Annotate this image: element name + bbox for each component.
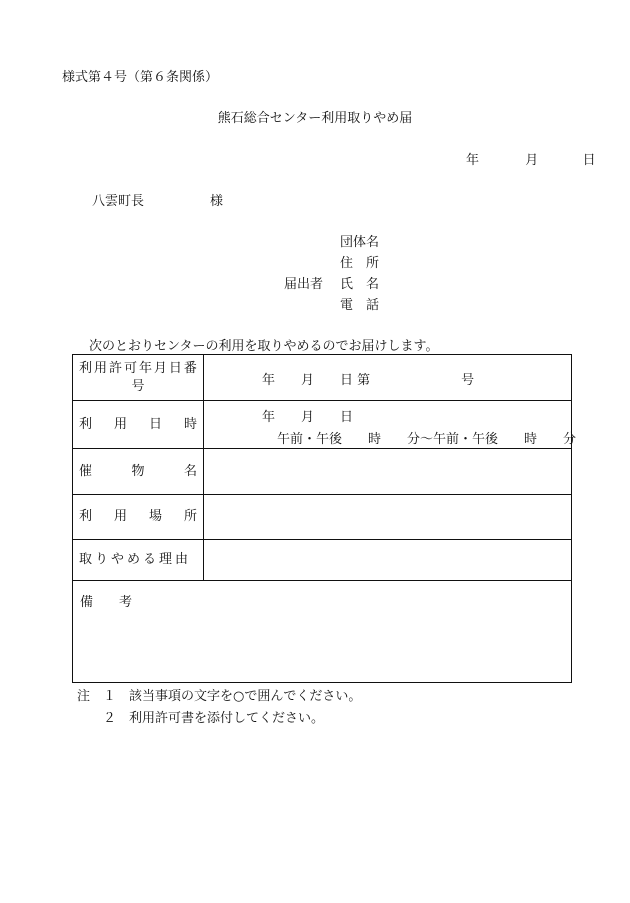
document-title: 熊石総合センター利用取りやめ届 xyxy=(217,111,413,126)
usage-datetime-label-cell xyxy=(73,401,204,449)
table-row xyxy=(73,355,572,401)
usage-datetime-label: 利 用 日 時 xyxy=(79,416,197,432)
cancel-reason-label: 取りやめる理由 xyxy=(79,552,192,567)
date-day: 日 xyxy=(582,153,596,168)
notes-prefix: 注 xyxy=(77,689,91,704)
cancellation-form-table xyxy=(72,354,577,683)
event-name-label: 催 物 名 xyxy=(79,463,197,479)
remarks-label: 備 考 xyxy=(80,595,133,610)
notes xyxy=(77,686,361,730)
applicant-role-label: 届出者 xyxy=(284,277,324,292)
table-row xyxy=(73,540,572,581)
permit-value-cell[interactable] xyxy=(204,355,572,401)
table-row xyxy=(73,401,572,449)
usage-date: 年 月 日 xyxy=(262,410,354,425)
table-row xyxy=(73,581,572,683)
permit-label-line2: 号 xyxy=(131,378,145,394)
event-name-value-cell[interactable] xyxy=(204,449,572,495)
note-number: ２ xyxy=(103,711,117,726)
applicant-phone-label: 電 話 xyxy=(340,298,380,313)
permit-label-cell xyxy=(73,355,204,401)
usage-datetime-value-cell[interactable] xyxy=(204,401,577,449)
addressee-honorific: 様 xyxy=(210,194,224,209)
note-text: 利用許可書を添付してください。 xyxy=(129,711,325,726)
event-name-label-cell xyxy=(73,449,204,495)
intro-text: 次のとおりセンターの利用を取りやめるのでお届けします。 xyxy=(89,339,439,354)
remarks-cell[interactable] xyxy=(73,581,572,683)
note-text: 該当事項の文字を○で囲んでください。 xyxy=(129,689,362,704)
note-number: １ xyxy=(103,689,117,704)
date-year: 年 xyxy=(466,153,480,168)
applicant-name-label: 氏 名 xyxy=(340,277,380,292)
table-row xyxy=(73,449,572,495)
usage-place-value-cell[interactable] xyxy=(204,495,572,540)
form-number-label: 様式第４号（第６条関係） xyxy=(62,70,219,85)
applicant-block xyxy=(284,232,379,316)
usage-place-label: 利 用 場 所 xyxy=(79,509,197,524)
usage-place-label-cell xyxy=(73,495,204,540)
cancel-reason-value-cell[interactable] xyxy=(204,540,572,581)
submission-date xyxy=(466,149,596,168)
addressee xyxy=(92,190,223,209)
permit-date-number: 年 月 日 第 号 xyxy=(262,373,475,388)
addressee-name: 八雲町長 xyxy=(92,194,145,209)
applicant-org-label: 団体名 xyxy=(340,235,380,250)
applicant-address-label: 住 所 xyxy=(340,256,380,271)
table-row xyxy=(73,495,572,540)
usage-time-range: 午前・午後 時 分～午前・午後 時 分 xyxy=(277,432,577,447)
permit-label-line1: 利 用 許 可 年 月 日 番 xyxy=(79,360,197,376)
cancel-reason-label-cell xyxy=(73,540,204,581)
date-month: 月 xyxy=(525,153,539,168)
